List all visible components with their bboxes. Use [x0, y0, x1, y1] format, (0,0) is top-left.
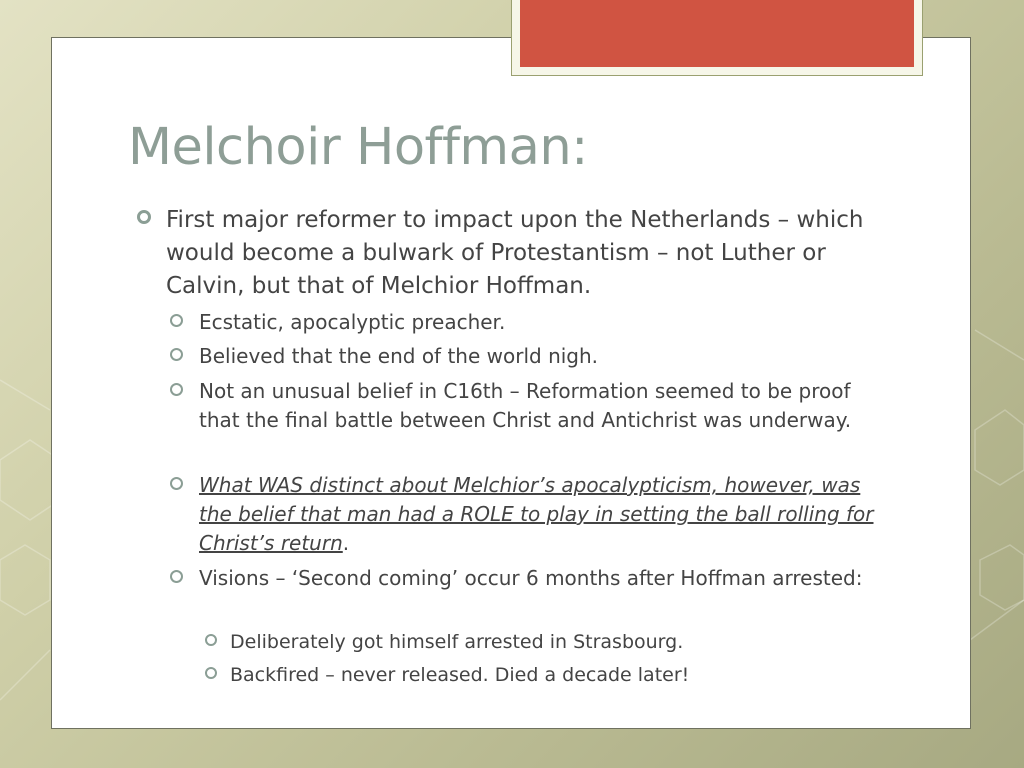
hollow-circle-bullet-icon — [170, 570, 183, 583]
bullet-item-level2: Not an unusual belief in C16th – Reformation seemed to be proof that the final battle between Christ and Antichrist was underway. — [199, 379, 852, 432]
trailing-text: . — [342, 531, 350, 555]
bullet-item-level2: Believed that the end of the world nigh. — [199, 344, 599, 368]
bullet-item-level2: Visions – ‘Second coming’ occur 6 months after Hoffman arrested: — [199, 566, 863, 590]
hollow-circle-bullet-icon — [170, 314, 183, 327]
hollow-circle-bullet-icon — [170, 348, 183, 361]
hollow-circle-bullet-icon — [205, 667, 217, 679]
hollow-circle-bullet-icon — [137, 210, 151, 224]
slide-title: Melchoir Hoffman: — [128, 118, 588, 177]
hollow-circle-bullet-icon — [170, 477, 183, 490]
bullet-item-level3: Deliberately got himself arrested in Strasbourg. — [230, 631, 684, 653]
bullet-item-level2: Ecstatic, apocalyptic preacher. — [199, 310, 506, 334]
bullet-item-level1: First major reformer to impact upon the Netherlands – which would become a bulwark of Protestantism – not Luther or Calvin, but that of Melchior Hoffman. — [166, 207, 864, 299]
hollow-circle-bullet-icon — [205, 634, 217, 646]
bullet-item-level2-emphasis — [199, 471, 879, 558]
hollow-circle-bullet-icon — [170, 383, 183, 396]
emphasized-text: What WAS distinct about Melchior’s apocalypticism, however, was the belief that man had a ROLE to play in setting the ball rolling for Christ’s return — [199, 473, 874, 555]
bullet-item-level3: Backfired – never released. Died a decade later! — [230, 664, 690, 686]
